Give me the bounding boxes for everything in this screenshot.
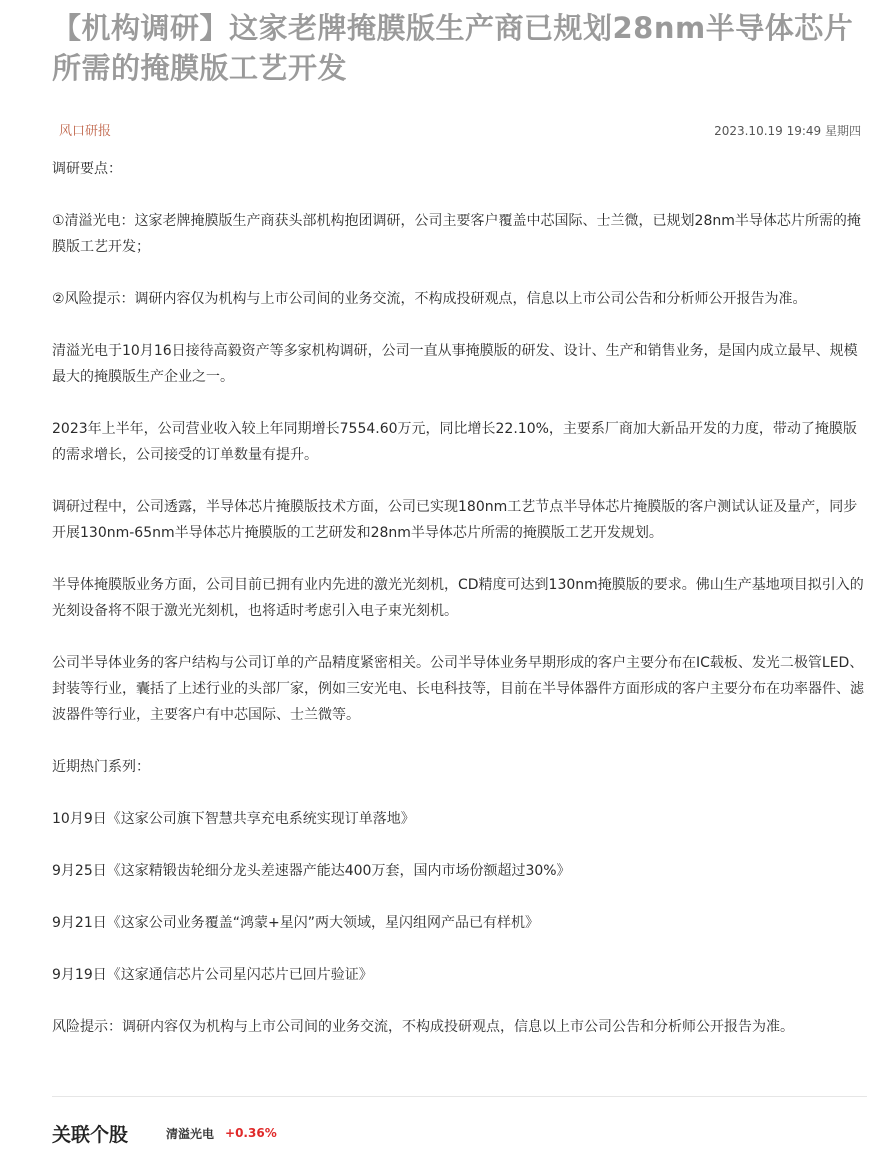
- body-paragraph-5: 公司半导体业务的客户结构与公司订单的产品精度紧密相关。公司半导体业务早期形成的客户主要分布在IC载板、发光二极管LED、封装等行业，囊括了上述行业的头部厂家，例如三安光电、长电科技等，目前在半导体器件方面形成的客户主要分布在功率器件、滤波器件等行业，主要客户有中芯国际、士兰微等。: [52, 655, 864, 723]
- body-paragraph-3: 调研过程中，公司透露，半导体芯片掩膜版技术方面，公司已实现180nm工艺节点半导体芯片掩膜版的客户测试认证及量产，同步开展130nm-65nm半导体芯片掩膜版的工艺研发和28nm半导体芯片所需的掩膜版工艺开发规划。: [52, 499, 858, 541]
- source-tag[interactable]: 风口研报: [59, 124, 112, 139]
- article-title: 【机构调研】这家老牌掩膜版生产商已规划28nm半导体芯片所需的掩膜版工艺开发: [52, 11, 854, 85]
- stock-name[interactable]: 清溢光电: [166, 1126, 215, 1141]
- hot-series-link-3[interactable]: 9月21日《这家公司业务覆盖“鸿蒙+星闪”两大领域，星闪组网产品已有样机》: [52, 915, 539, 931]
- summary-point-1: ①清溢光电：这家老牌掩膜版生产商获头部机构抱团调研，公司主要客户覆盖中芯国际、士兰微，已规划28nm半导体芯片所需的掩膜版工艺开发；: [52, 213, 861, 255]
- body-paragraph-2: 2023年上半年，公司营业收入较上年同期增长7554.60万元，同比增长22.10%，主要系厂商加大新品开发的力度，带动了掩膜版的需求增长，公司接受的订单数量有提升。: [52, 421, 857, 463]
- body-paragraph-1: 清溢光电于10月16日接待高毅资产等多家机构调研，公司一直从事掩膜版的研发、设计、生产和销售业务，是国内成立最早、规模最大的掩膜版生产企业之一。: [52, 343, 858, 385]
- summary-point-2: ②风险提示：调研内容仅为机构与上市公司间的业务交流，不构成投研观点，信息以上市公司公告和分析师公开报告为准。: [52, 291, 807, 307]
- body-paragraph-4: 半导体掩膜版业务方面，公司目前已拥有业内先进的激光光刻机，CD精度可达到130nm掩膜版的要求。佛山生产基地项目拟引入的光刻设备将不限于激光光刻机，也将适时考虑引入电子束光刻机。: [52, 577, 864, 619]
- hot-series-link-2[interactable]: 9月25日《这家精锻齿轮细分龙头差速器产能达400万套，国内市场份额超过30%》: [52, 863, 571, 879]
- publish-datetime: 2023.10.19 19:49 星期四: [714, 124, 861, 138]
- summary-heading: 调研要点：: [52, 161, 122, 177]
- risk-note: 风险提示：调研内容仅为机构与上市公司间的业务交流，不构成投研观点，信息以上市公司公告和分析师公开报告为准。: [52, 1019, 794, 1035]
- hot-series-link-4[interactable]: 9月19日《这家通信芯片公司星闪芯片已回片验证》: [52, 967, 373, 983]
- hot-series-heading: 近期热门系列：: [52, 759, 150, 775]
- related-stocks: [52, 1118, 277, 1148]
- article-body: [52, 156, 867, 1040]
- section-divider: [52, 1096, 867, 1097]
- hot-series-link-1[interactable]: 10月9日《这家公司旗下智慧共享充电系统实现订单落地》: [52, 811, 415, 827]
- related-stocks-label: 关联个股: [52, 1123, 129, 1146]
- stock-change: +0.36%: [225, 1126, 277, 1140]
- article-meta: [52, 120, 867, 144]
